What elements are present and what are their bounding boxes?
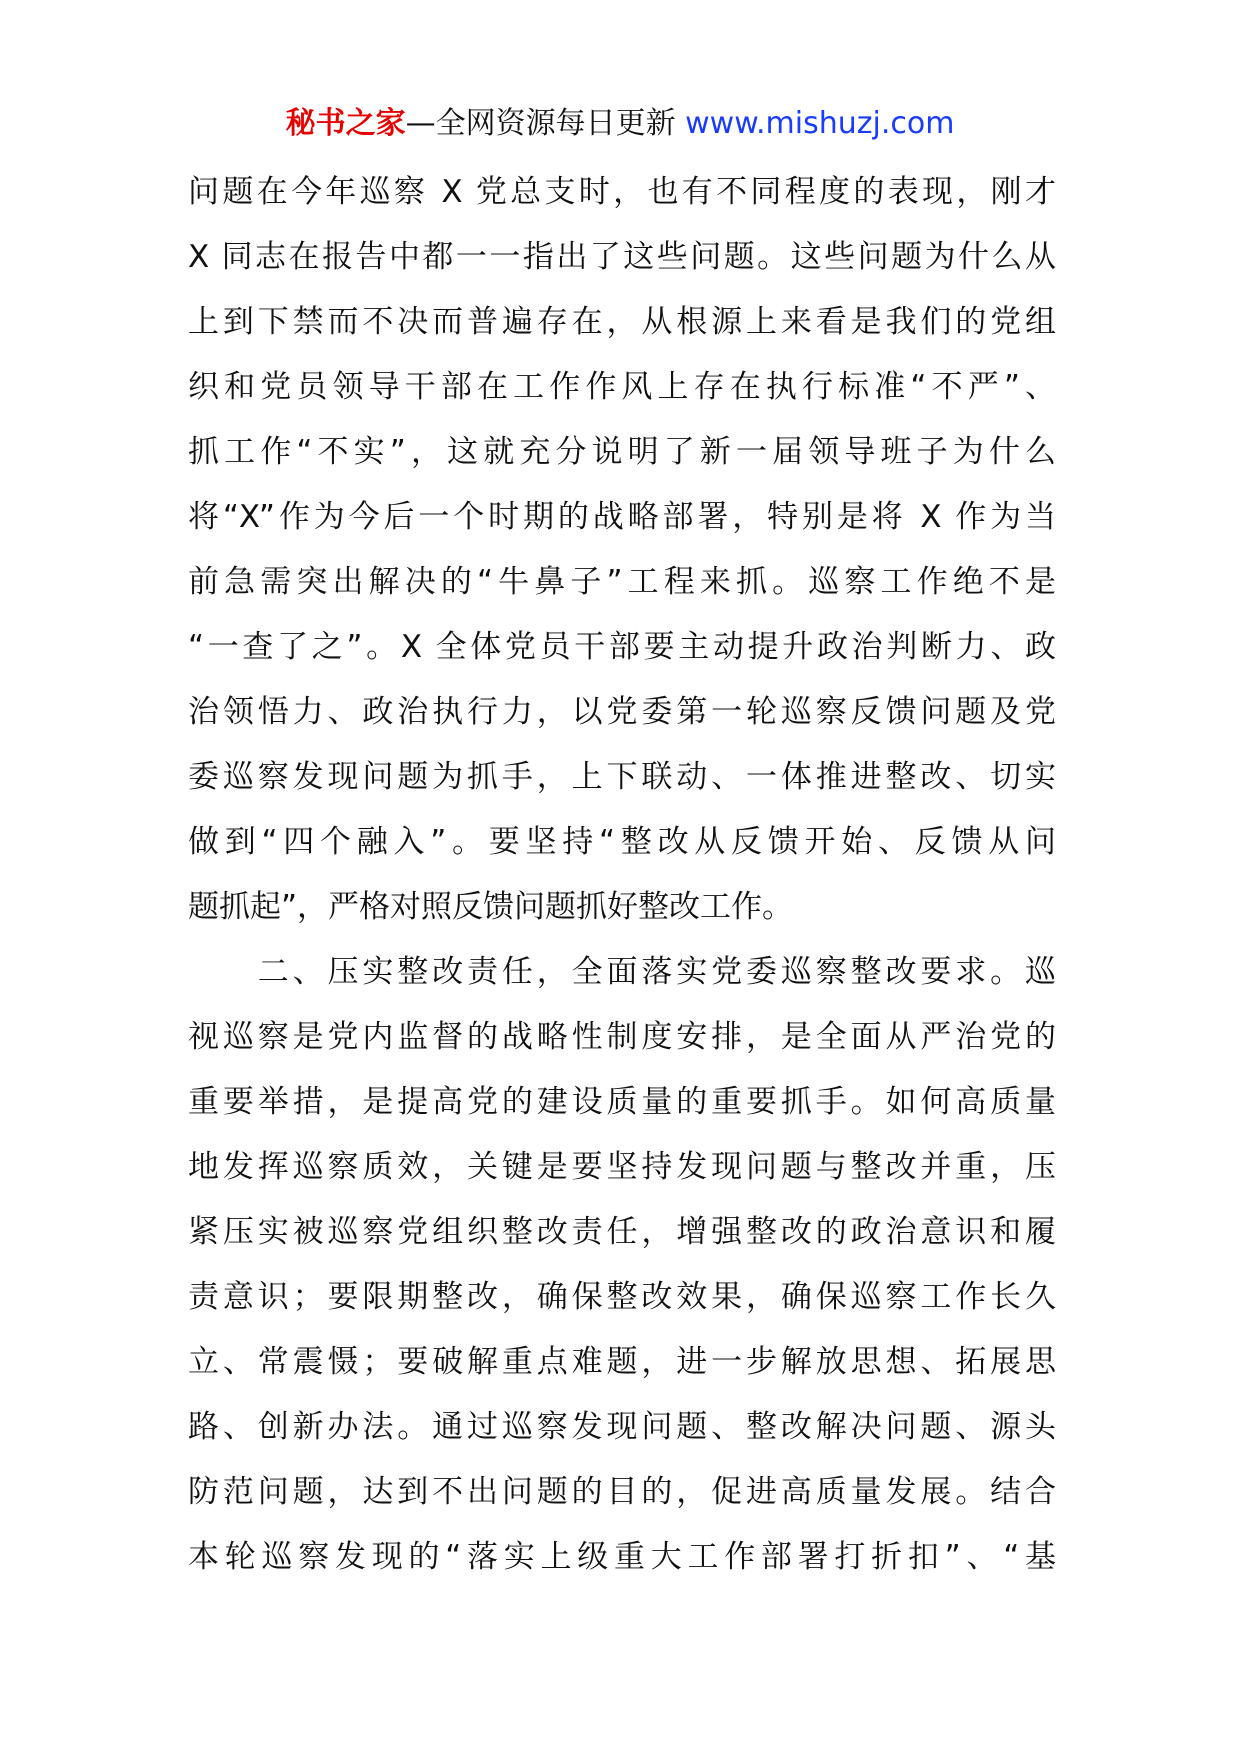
header-tagline: —全网资源每日更新: [405, 106, 686, 141]
section-heading-line: 二、压实整改责任，全面落实党委巡察整改要求。巡: [188, 954, 1056, 990]
text-line: X 同志在报告中都一一指出了这些问题。这些问题为什么从: [188, 239, 1056, 275]
text-line: 紧压实被巡察党组织整改责任，增强整改的政治意识和履: [188, 1214, 1056, 1250]
paragraph-last-line: 题抓起”，严格对照反馈问题抓好整改工作。: [188, 889, 794, 925]
document-body: [188, 160, 1056, 1590]
text-line: 问题在今年巡察 X 党总支时，也有不同程度的表现，刚才: [188, 174, 1056, 210]
text-line: 做到“四个融入”。要坚持“整改从反馈开始、反馈从问: [188, 824, 1056, 860]
text-line: 立、常震慑；要破解重点难题，进一步解放思想、拓展思: [188, 1344, 1056, 1380]
text-line: 重要举措，是提高党的建设质量的重要抓手。如何高质量: [188, 1084, 1056, 1120]
text-line: 视巡察是党内监督的战略性制度安排，是全面从严治党的: [188, 1019, 1056, 1055]
text-line: 路、创新办法。通过巡察发现问题、整改解决问题、源头: [188, 1409, 1056, 1445]
text-line: 本轮巡察发现的“落实上级重大工作部署打折扣”、“基: [188, 1539, 1056, 1575]
site-url-link[interactable]: www.mishuzj.com: [685, 106, 955, 141]
text-line: 上到下禁而不决而普遍存在，从根源上来看是我们的党组: [188, 304, 1056, 340]
text-line: “一查了之”。X 全体党员干部要主动提升政治判断力、政: [188, 629, 1056, 665]
text-line: 防范问题，达到不出问题的目的，促进高质量发展。结合: [188, 1474, 1056, 1510]
text-line: 前急需突出解决的“牛鼻子”工程来抓。巡察工作绝不是: [188, 564, 1056, 600]
text-line: 抓工作“不实”，这就充分说明了新一届领导班子为什么: [188, 434, 1056, 470]
page-header: [0, 100, 1240, 148]
text-line: 治领悟力、政治执行力，以党委第一轮巡察反馈问题及党: [188, 694, 1056, 730]
text-line: 责意识；要限期整改，确保整改效果，确保巡察工作长久: [188, 1279, 1056, 1315]
text-line: 地发挥巡察质效，关键是要坚持发现问题与整改并重，压: [188, 1149, 1056, 1185]
text-line: 委巡察发现问题为抓手，上下联动、一体推进整改、切实: [188, 759, 1056, 795]
brand-name: 秘书之家: [285, 106, 406, 141]
text-line: 织和党员领导干部在工作作风上存在执行标准“不严”、: [188, 369, 1056, 405]
text-line: 将“X”作为今后一个时期的战略部署，特别是将 X 作为当: [188, 499, 1056, 535]
